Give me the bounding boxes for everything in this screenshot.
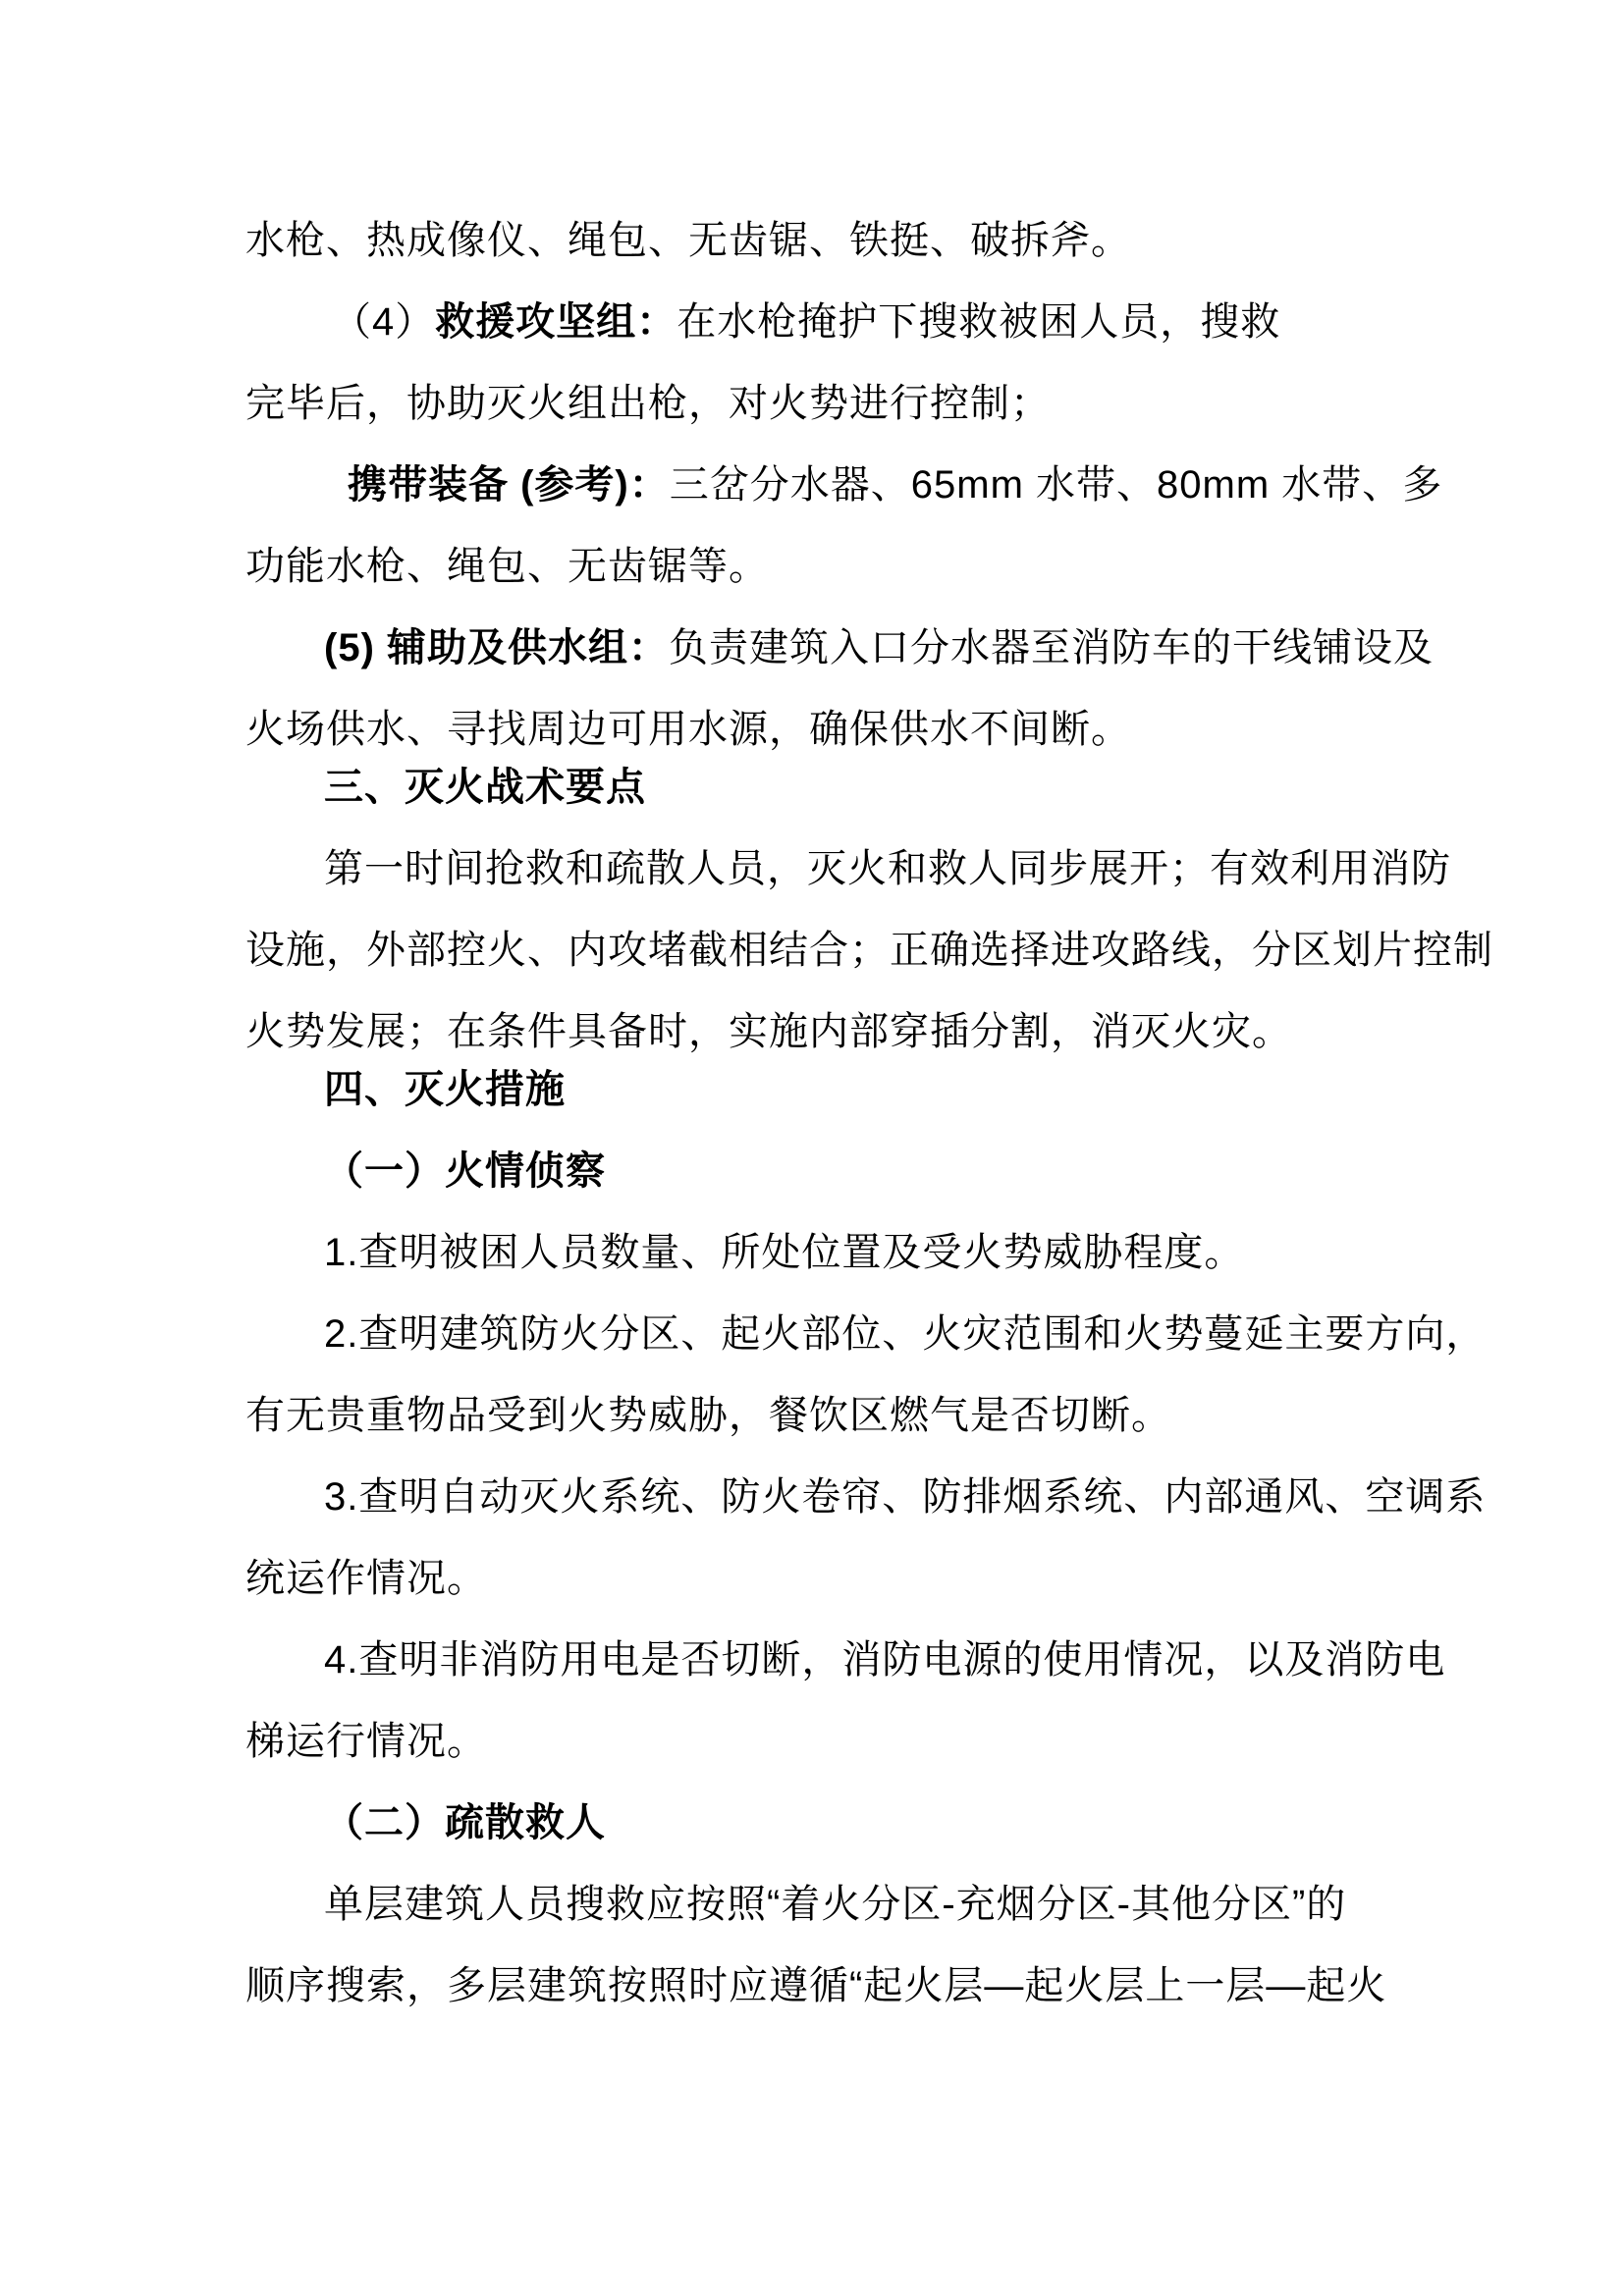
text-line bbox=[245, 359, 1477, 441]
text-line bbox=[245, 522, 1477, 604]
text-run: 统运作情况。 bbox=[245, 1557, 487, 1600]
text-run: 有无贵重物品受到火势威胁，餐饮区燃气是否切断。 bbox=[245, 1394, 1171, 1437]
text-line bbox=[245, 1045, 1477, 1127]
text-line bbox=[245, 1860, 1477, 1942]
text-run: （4） bbox=[332, 300, 436, 344]
text-run: 水枪、热成像仪、绳包、无齿锯、铁挺、破拆斧。 bbox=[245, 219, 1131, 262]
text-line bbox=[245, 441, 1477, 522]
text-line bbox=[245, 1942, 1477, 2023]
text-run: 单层建筑人员搜救应按照“着火分区-充烟分区-其他分区”的 bbox=[324, 1883, 1347, 1926]
text-line bbox=[245, 906, 1493, 988]
text-run: 梯运行情况。 bbox=[245, 1720, 487, 1763]
text-line bbox=[245, 1208, 1477, 1290]
text-run: 完毕后，协助灭火组出枪，对火势进行控制； bbox=[245, 382, 1051, 425]
text-run: 1.查明被困人员数量、所处位置及受火势威胁程度。 bbox=[324, 1231, 1245, 1274]
text-line bbox=[245, 743, 1477, 825]
text-line bbox=[245, 1453, 1487, 1534]
text-run: 设施，外部控火、内攻堵截相结合；正确选择进攻路线，分区划片控制 bbox=[245, 929, 1493, 972]
text-run: 在水枪掩护下搜救被困人员，搜救 bbox=[677, 300, 1281, 344]
text-line bbox=[245, 1779, 1477, 1860]
text-line bbox=[245, 1697, 1477, 1779]
bold-text-run: 三、灭火战术要点 bbox=[324, 766, 646, 809]
bold-text-run: 四、灭火措施 bbox=[324, 1068, 566, 1111]
text-run: 4.查明非消防用电是否切断，消防电源的使用情况，以及消防电 bbox=[324, 1638, 1446, 1682]
text-run: 火势发展；在条件具备时，实施内部穿插分割，消灭火灾。 bbox=[245, 1010, 1292, 1053]
text-run: 2.查明建筑防火分区、起火部位、火灾范围和火势蔓延主要方向， bbox=[324, 1312, 1487, 1356]
bold-text-run: （二）疏散救人 bbox=[324, 1801, 606, 1844]
text-line bbox=[245, 1616, 1477, 1697]
bold-text-run: 携带装备 (参考)： bbox=[348, 463, 670, 507]
text-line bbox=[245, 604, 1477, 685]
text-line bbox=[245, 1127, 1477, 1208]
text-line bbox=[245, 278, 1477, 359]
bold-text-run: (5) 辅助及供水组： bbox=[324, 626, 669, 669]
text-line bbox=[245, 825, 1477, 906]
text-line bbox=[245, 1534, 1477, 1616]
text-line bbox=[245, 1371, 1477, 1453]
text-line bbox=[245, 1290, 1487, 1371]
text-line bbox=[245, 196, 1477, 278]
text-run: 功能水枪、绳包、无齿锯等。 bbox=[245, 545, 769, 588]
text-run: 火场供水、寻找周边可用水源，确保供水不间断。 bbox=[245, 708, 1131, 751]
bold-text-run: 救援攻坚组： bbox=[435, 300, 677, 344]
bold-text-run: （一）火情侦察 bbox=[324, 1149, 606, 1193]
text-run: 负责建筑入口分水器至消防车的干线铺设及 bbox=[669, 626, 1434, 669]
text-run: 3.查明自动灭火系统、防火卷帘、防排烟系统、内部通风、空调系 bbox=[324, 1475, 1487, 1519]
text-run: 顺序搜索，多层建筑按照时应遵循“起火层—起火层上一层—起火 bbox=[245, 1964, 1387, 2007]
text-run: 三岔分水器、65mm 水带、80mm 水带、多 bbox=[669, 463, 1443, 507]
text-run: 第一时间抢救和疏散人员，灭火和救人同步展开；有效利用消防 bbox=[324, 847, 1451, 890]
